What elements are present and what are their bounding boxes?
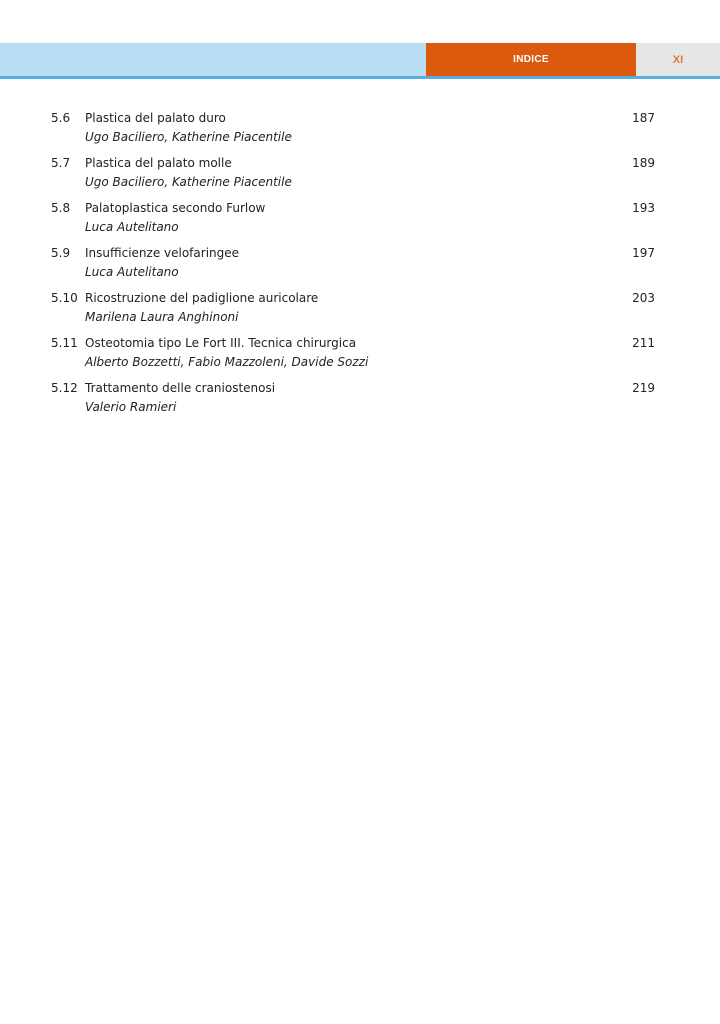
toc-entry-page: 203	[632, 291, 655, 305]
toc-entry-page: 219	[632, 381, 655, 395]
toc-entry-title: Osteotomia tipo Le Fort III. Tecnica chirurgica	[85, 336, 357, 350]
toc-entry-5-7	[51, 154, 655, 199]
toc-entry-number: 5.6	[51, 111, 71, 125]
header-rule	[0, 76, 720, 79]
page-number: XI	[636, 43, 720, 76]
table-of-contents	[51, 109, 655, 424]
toc-entry-title: Insufficienze velofaringee	[85, 246, 240, 260]
toc-entry-5-10	[51, 289, 655, 334]
toc-entry-authors: Ugo Baciliero, Katherine Piacentile	[85, 130, 292, 144]
toc-entry-title: Palatoplastica secondo Furlow	[85, 201, 266, 215]
toc-entry-number: 5.10	[51, 291, 78, 305]
toc-entry-page: 187	[632, 111, 655, 125]
toc-entry-authors: Marilena Laura Anghinoni	[85, 310, 239, 324]
toc-entry-number: 5.12	[51, 381, 78, 395]
toc-entry-title: Ricostruzione del padiglione auricolare	[85, 291, 319, 305]
section-label: INDICE	[426, 43, 636, 76]
toc-entry-page: 197	[632, 246, 655, 260]
toc-entry-title: Plastica del palato molle	[85, 156, 232, 170]
toc-entry-number: 5.9	[51, 246, 71, 260]
toc-entry-title: Plastica del palato duro	[85, 111, 226, 125]
toc-entry-title: Trattamento delle craniostenosi	[85, 381, 276, 395]
toc-entry-page: 211	[632, 336, 655, 350]
toc-entry-5-6	[51, 109, 655, 154]
toc-entry-5-11	[51, 334, 655, 379]
toc-entry-authors: Ugo Baciliero, Katherine Piacentile	[85, 175, 292, 189]
toc-entry-number: 5.7	[51, 156, 71, 170]
toc-entry-number: 5.8	[51, 201, 71, 215]
toc-entry-5-9	[51, 244, 655, 289]
toc-entry-page: 189	[632, 156, 655, 170]
toc-entry-authors: Alberto Bozzetti, Fabio Mazzoleni, Davide Sozzi	[85, 355, 369, 369]
toc-entry-authors: Luca Autelitano	[85, 220, 179, 234]
toc-entry-number: 5.11	[51, 336, 78, 350]
toc-entry-5-8	[51, 199, 655, 244]
toc-entry-page: 193	[632, 201, 655, 215]
toc-entry-authors: Luca Autelitano	[85, 265, 179, 279]
toc-entry-authors: Valerio Ramieri	[85, 400, 177, 414]
toc-entry-5-12	[51, 379, 655, 424]
